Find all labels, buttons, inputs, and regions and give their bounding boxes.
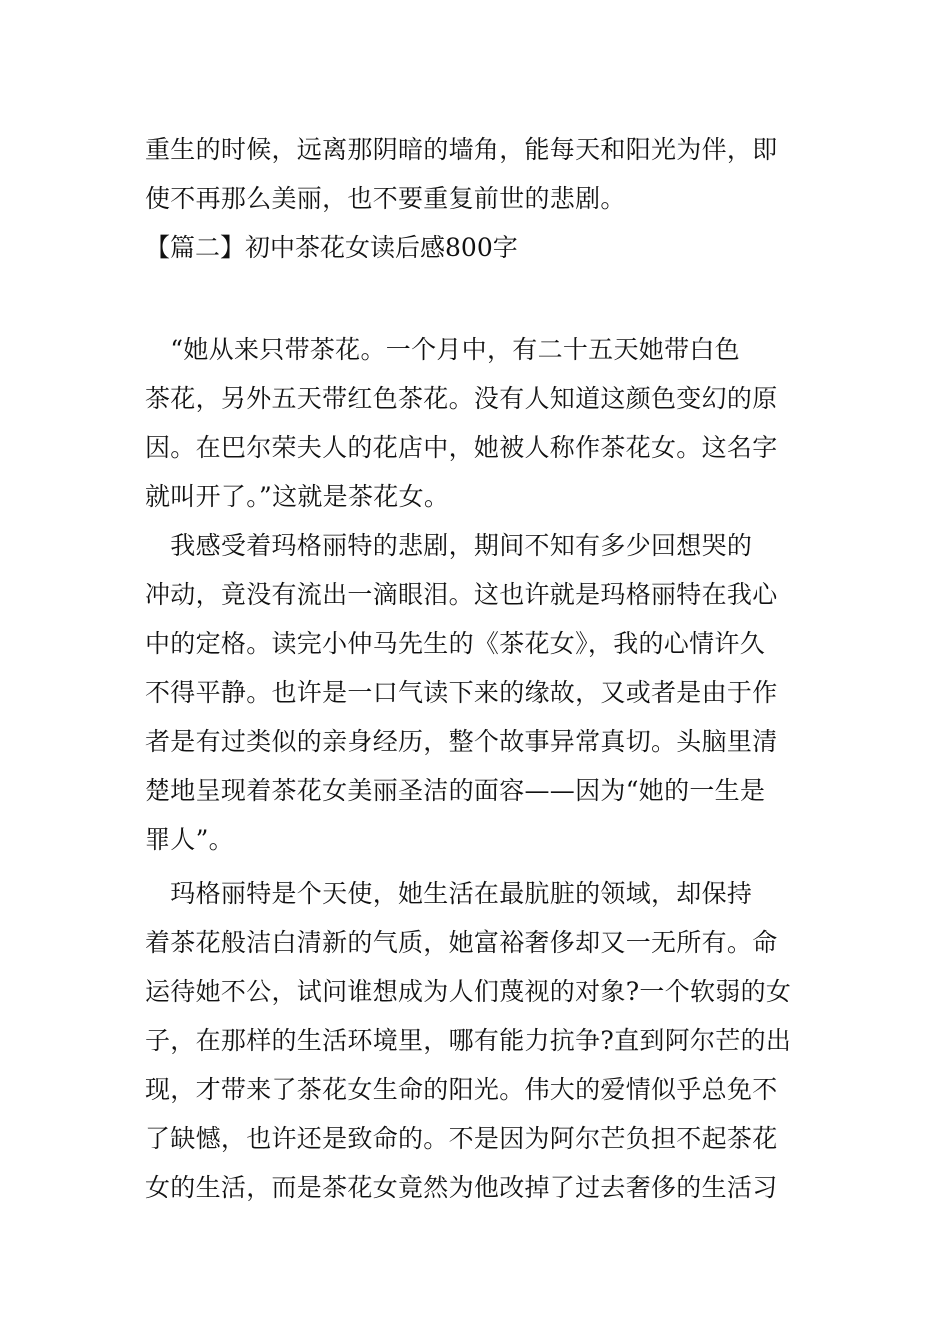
text-line-2: 使不再那么美丽，也不要重复前世的悲剧。: [145, 184, 626, 213]
text-line-17: 运待她不公，试问谁想成为人们蔑视的对象?一个软弱的女: [145, 977, 792, 1006]
text-line-6: 因。在巴尔荣夫人的花店中，她被人称作茶花女。这名字: [145, 433, 778, 462]
text-line-21: 女的生活，而是茶花女竟然为他改掉了过去奢侈的生活习: [145, 1173, 778, 1202]
text-line-9: 冲动，竟没有流出一滴眼泪。这也许就是玛格丽特在我心: [145, 580, 778, 609]
text-line-15: 玛格丽特是个天使，她生活在最肮脏的领域，却保持: [145, 879, 753, 908]
text-line-5: 茶花，另外五天带红色茶花。没有人知道这颜色变幻的原: [145, 384, 778, 413]
section-heading: 【篇二】初中茶花女读后感800字: [145, 233, 518, 262]
text-line-7: 就叫开了。”这就是茶花女。: [145, 482, 450, 511]
text-line-1: 重生的时候，远离那阴暗的墙角，能每天和阳光为伴，即: [145, 135, 778, 164]
text-line-20: 了缺憾，也许还是致命的。不是因为阿尔芒负担不起茶花: [145, 1124, 778, 1153]
text-line-13: 楚地呈现着茶花女美丽圣洁的面容——因为“她的一生是: [145, 776, 766, 805]
text-line-16: 着茶花般洁白清新的气质，她富裕奢侈却又一无所有。命: [145, 928, 778, 957]
text-line-10: 中的定格。读完小仲马先生的《茶花女》，我的心情许久: [145, 629, 766, 658]
text-line-12: 者是有过类似的亲身经历，整个故事异常真切。头脑里清: [145, 727, 778, 756]
text-line-18: 子，在那样的生活环境里，哪有能力抗争?直到阿尔芒的出: [145, 1026, 792, 1055]
text-line-8: 我感受着玛格丽特的悲剧，期间不知有多少回想哭的: [145, 531, 753, 560]
text-line-4: “她从来只带茶花。一个月中，有二十五天她带白色: [145, 335, 740, 364]
text-line-14: 罪人”。: [145, 825, 234, 854]
text-line-11: 不得平静。也许是一口气读下来的缘故，又或者是由于作: [145, 678, 778, 707]
text-line-19: 现，才带来了茶花女生命的阳光。伟大的爱情似乎总免不: [145, 1075, 778, 1104]
